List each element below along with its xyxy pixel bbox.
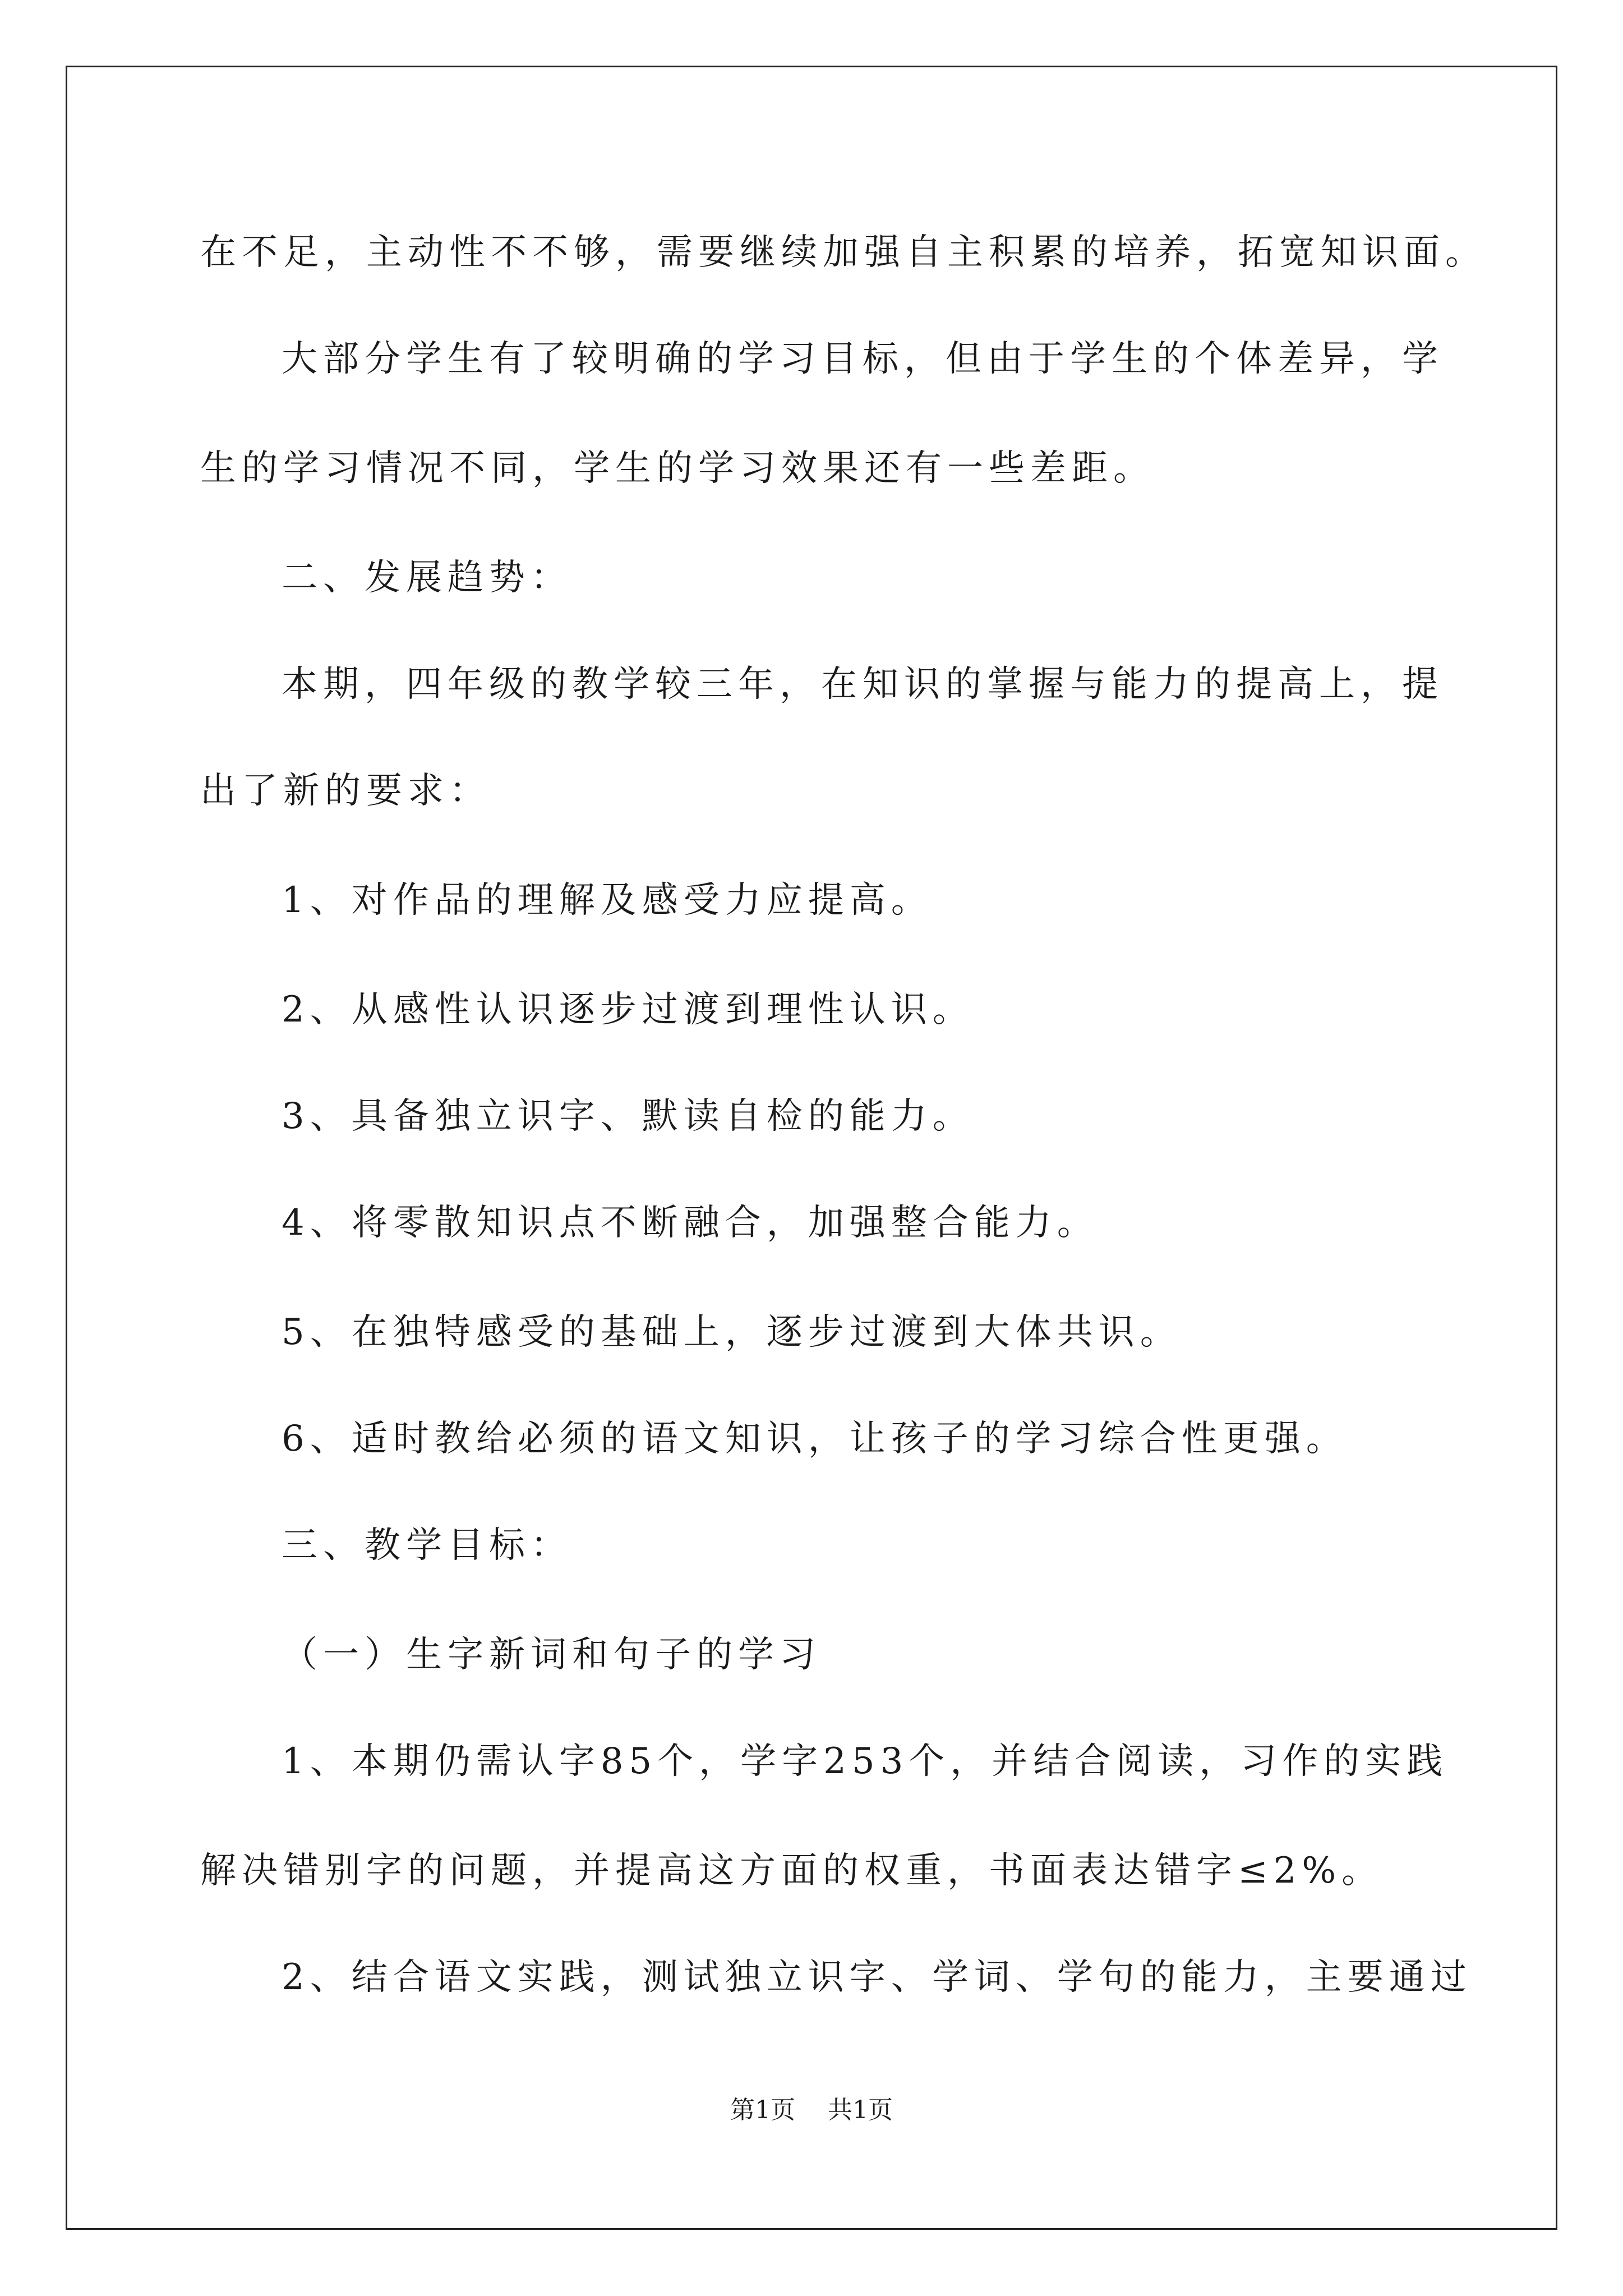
list-item-2: 2、从感性认识逐步过渡到理性认识。	[282, 989, 974, 1030]
text-line-5: 本期，四年级的教学较三年，在知识的掌握与能力的提高上，提	[282, 664, 1444, 705]
list-item-5: 5、在独特感受的基础上，逐步过渡到大体共识。	[282, 1312, 1182, 1353]
page-number-current: 第1页	[730, 2096, 795, 2124]
text-line-15: 1、本期仍需认字85个，学字253个，并结合阅读，习作的实践	[282, 1741, 1449, 1782]
text-line-2: 大部分学生有了较明确的学习目标，但由于学生的个体差异，学	[282, 338, 1444, 380]
list-item-1: 1、对作品的理解及感受力应提高。	[282, 880, 933, 921]
page-number-total: 共1页	[828, 2096, 893, 2124]
page-footer	[0, 2095, 1623, 2126]
section-heading-3: 三、教学目标：	[282, 1525, 572, 1566]
section-heading-2: 二、发展趋势：	[282, 557, 572, 599]
text-line-17: 2、结合语文实践，测试独立识字、学词、学句的能力，主要通过	[282, 1957, 1472, 1998]
text-line-6: 出了新的要求：	[200, 770, 491, 812]
list-item-3: 3、具备独立识字、默读自检的能力。	[282, 1096, 974, 1137]
list-item-6: 6、适时教给必须的语文知识，让孩子的学习综合性更强。	[282, 1418, 1348, 1460]
text-line-1: 在不足，主动性不不够，需要继续加强自主积累的培养，拓宽知识面。	[200, 232, 1487, 273]
text-line-3: 生的学习情况不同，学生的学习效果还有一些差距。	[200, 448, 1155, 489]
page-border	[66, 66, 1557, 2230]
text-line-16: 解决错别字的问题，并提高这方面的权重，书面表达错字≤2%。	[200, 1850, 1384, 1892]
list-item-4: 4、将零散知识点不断融合，加强整合能力。	[282, 1202, 1099, 1244]
subsection-heading-1: （一）生字新词和句子的学习	[282, 1634, 821, 1676]
